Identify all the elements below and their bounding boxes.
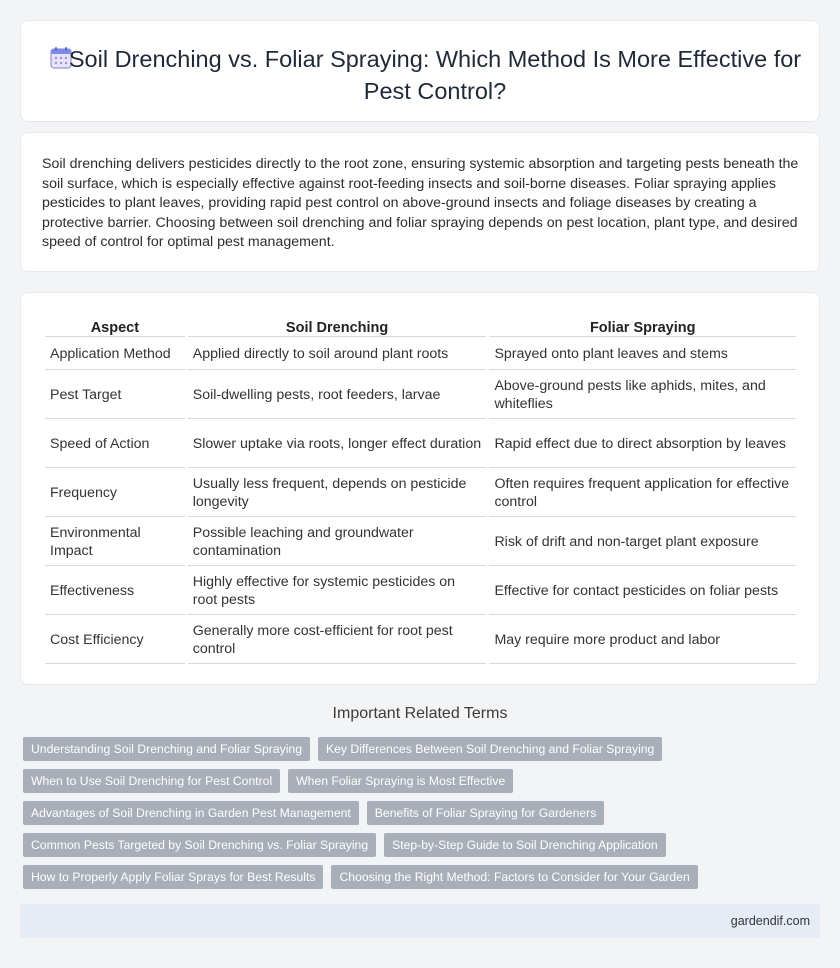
- intro-paragraph: Soil drenching delivers pesticides directly to the root zone, ensuring systemic absorption and targeting pests beneath the soil surface, which is especially effective against root-feeding insects and soil-borne diseases. Foliar spraying applies pesticides to plant leaves, providing rapid pest control on above-ground insects and foliage diseases by creating a protective barrier. Choosing between soil drenching and foliar spraying depends on pest location, plant type, and desired speed of control for optimal pest management.: [42, 156, 799, 251]
- table-cell-aspect: Environmental Impact: [45, 519, 185, 566]
- table-row: [45, 339, 796, 370]
- related-term-tag[interactable]: Step-by-Step Guide to Soil Drenching Application: [384, 833, 666, 857]
- related-term-tag[interactable]: Choosing the Right Method: Factors to Consider for Your Garden: [331, 865, 697, 889]
- table-cell: Soil-dwelling pests, root feeders, larvae: [188, 372, 487, 419]
- footer-site-link[interactable]: gardendif.com: [730, 914, 810, 928]
- table-cell: Above-ground pests like aphids, mites, and whiteflies: [489, 372, 796, 419]
- header-card: [20, 20, 820, 122]
- table-cell: Slower uptake via roots, longer effect duration: [188, 421, 487, 468]
- related-term-tag[interactable]: Key Differences Between Soil Drenching and Foliar Spraying: [318, 737, 662, 761]
- table-cell: Sprayed onto plant leaves and stems: [489, 339, 796, 370]
- related-terms-title: Important Related Terms: [332, 705, 508, 722]
- related-term-tag[interactable]: Understanding Soil Drenching and Foliar Spraying: [23, 737, 310, 761]
- related-term-tag[interactable]: Advantages of Soil Drenching in Garden Pest Management: [23, 801, 359, 825]
- column-header-aspect: Aspect: [45, 315, 185, 337]
- table-cell: Risk of drift and non-target plant exposure: [489, 519, 796, 566]
- table-cell: Often requires frequent application for effective control: [489, 470, 796, 517]
- table-cell-aspect: Pest Target: [45, 372, 185, 419]
- column-header-soil-drenching: Soil Drenching: [188, 315, 487, 337]
- table-cell: May require more product and labor: [489, 617, 796, 664]
- footer: [20, 904, 820, 938]
- table-cell-aspect: Effectiveness: [45, 568, 185, 615]
- table-cell-aspect: Cost Efficiency: [45, 617, 185, 664]
- comparison-card: [20, 292, 820, 685]
- column-header-foliar-spraying: Foliar Spraying: [489, 315, 796, 337]
- table-cell: Effective for contact pesticides on foliar pests: [489, 568, 796, 615]
- table-cell-aspect: Frequency: [45, 470, 185, 517]
- table-cell: Applied directly to soil around plant roots: [188, 339, 487, 370]
- table-cell: Generally more cost-efficient for root pest control: [188, 617, 487, 664]
- table-row: [45, 470, 796, 517]
- related-term-tag[interactable]: Benefits of Foliar Spraying for Gardeners: [367, 801, 605, 825]
- related-term-tag[interactable]: When Foliar Spraying is Most Effective: [288, 769, 513, 793]
- table-row: [45, 421, 796, 468]
- related-term-tag[interactable]: When to Use Soil Drenching for Pest Control: [23, 769, 280, 793]
- table-cell-aspect: Application Method: [45, 339, 185, 370]
- table-cell: Rapid effect due to direct absorption by leaves: [489, 421, 796, 468]
- table-row: [45, 568, 796, 615]
- intro-card: [20, 132, 820, 272]
- table-row: [45, 519, 796, 566]
- table-cell: Possible leaching and groundwater contamination: [188, 519, 487, 566]
- table-row: [45, 372, 796, 419]
- related-term-tag[interactable]: How to Properly Apply Foliar Sprays for Best Results: [23, 865, 323, 889]
- page-title: Soil Drenching vs. Foliar Spraying: Which Method Is More Effective for Pest Control?: [68, 46, 802, 104]
- comparison-table: [42, 313, 799, 666]
- table-cell: Usually less frequent, depends on pesticide longevity: [188, 470, 487, 517]
- table-cell: Highly effective for systemic pesticides on root pests: [188, 568, 487, 615]
- table-row: [45, 617, 796, 664]
- related-terms-list: [23, 737, 803, 897]
- table-cell-aspect: Speed of Action: [45, 421, 185, 468]
- related-term-tag[interactable]: Common Pests Targeted by Soil Drenching vs. Foliar Spraying: [23, 833, 376, 857]
- table-header-row: [45, 315, 796, 337]
